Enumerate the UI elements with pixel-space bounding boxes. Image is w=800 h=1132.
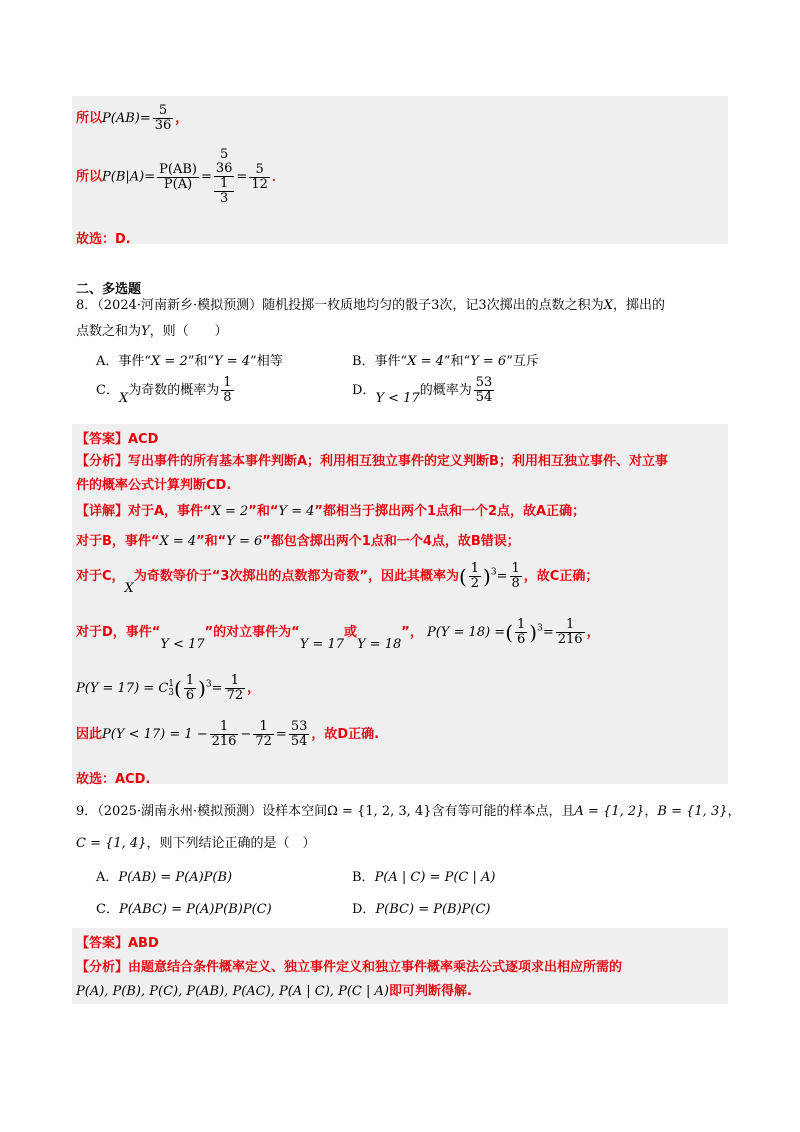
fraction: $\frac{53}{54}$ (475, 375, 493, 405)
q8-analysis-2: 件的概率公式计算判断CD. (76, 478, 232, 493)
fraction: $\frac{1}{8}$ (223, 375, 232, 405)
q8-stem-line-2: 点数之和为Y，则（ ） (76, 324, 228, 339)
q8-detail-6: 因此P(Y < 17) = 1 − $\frac{1}{216}$ − $\frac{1}{72}$ = $\frac{53}{54}$ ，故D正确. (76, 719, 380, 749)
q8-detail-4: 对于D，事件“Y < 17”的对立事件为“Y = 17或Y = 18”， P(Y = 18) =( $\frac{1}{6}$ )$^3$= $\frac{1}{216}$ ， (76, 617, 600, 652)
q9-option-a: A．P(AB) = P(A)P(B) (96, 870, 233, 885)
q9-option-b: B．P(A | C) = P(C | A) (352, 870, 496, 885)
q9-answer: 【答案】ABD (76, 936, 159, 951)
fraction: $\frac{53}{54}$ (290, 719, 308, 749)
q9-option-c: C．P(ABC) = P(A)P(B)P(C) (96, 902, 272, 917)
prev-choice: 故选：D. (76, 232, 131, 247)
q8-option-c: C．X为奇数的概率为 $\frac{1}{8}$ (96, 375, 232, 406)
q8-detail-1: 【详解】对于A，事件“X = 2”和“Y = 4”都相当于掷出两个1点和一个2点，故A正确； (76, 504, 586, 519)
fraction: $\frac{1}{216}$ (557, 617, 583, 647)
q8-option-a: A．事件“X = 2”和“Y = 4”相等 (96, 354, 283, 369)
q8-option-d: D．Y < 17的概率为 $\frac{53}{54}$ (352, 375, 493, 406)
prev-line-1: 所以P(AB)= $\frac{5}{36}$ ， (76, 103, 189, 133)
fraction: $\frac{1}{8}$ (511, 561, 520, 591)
q8-detail-5: P(Y = 17) = C 1 3 ( $\frac{1}{6}$ )$^3$= $\frac{1}{72}$ ， (76, 673, 261, 703)
fraction: $\frac{1}{72}$ (255, 719, 272, 749)
prev-line-2: 所以P(B|A)= $\frac{P(AB)}{P(A)}$ = 5 36 1 3 = $\frac{5}{12}$ ． (76, 147, 285, 206)
q8-answer: 【答案】ACD (76, 432, 159, 447)
fraction: $\frac{1}{2}$ (470, 561, 480, 591)
q8-analysis-1: 【分析】写出事件的所有基本事件判断A；利用相互独立事件的定义判断B；利用相互独立事件、对立事 (76, 454, 668, 469)
q8-detail-3: 对于C，X为奇数等价于“3次掷出的点数都为奇数”，因此其概率为( $\frac{1}{2}$ )$^3$= $\frac{1}{8}$ ，故C正确； (76, 561, 599, 596)
q9-analysis-1: 【分析】由题意结合条件概率定义、独立事件定义和独立事件概率乘法公式逐项求出相应所需的 (76, 960, 623, 975)
fraction: $\frac{5}{12}$ (251, 161, 268, 192)
fraction: $\frac{1}{216}$ (211, 719, 237, 749)
fraction: $\frac{P(AB)}{P(A)}$ (159, 161, 197, 192)
section-title: 二、多选题 (76, 282, 142, 297)
q9-stem-line-1: 9．（2025·湖南永州·模拟预测）设样本空间Ω = {1, 2, 3, 4}含有等可能的样本点，且A = {1, 2}，B = {1, 3}， (76, 804, 741, 819)
q8-option-b: B．事件“X = 4”和“Y = 6”互斥 (352, 354, 539, 369)
q9-analysis-2: P(A), P(B), P(C), P(AB), P(AC), P(A | C), P(C | A)即可判断得解. (76, 984, 472, 999)
q8-stem-line-1: 8．（2024·河南新乡·模拟预测）随机投掷一枚质地均匀的骰子3次，记3次掷出的点数之积为X，掷出的 (76, 298, 665, 313)
q8-detail-2: 对于B，事件“X = 4”和“Y = 6”都包含掷出两个1点和一个4点，故B错误； (76, 534, 520, 549)
fraction: $\frac{1}{6}$ (185, 673, 195, 703)
fraction: $\frac{1}{6}$ (517, 617, 526, 647)
fraction: $\frac{1}{72}$ (226, 673, 244, 703)
compound-fraction: 5 36 1 3 (215, 147, 233, 206)
fraction: $\frac{5}{36}$ (154, 103, 172, 133)
q8-choice: 故选：ACD. (76, 772, 151, 787)
q9-option-d: D．P(BC) = P(B)P(C) (352, 902, 491, 917)
q9-stem-line-2: C = {1, 4}，则下列结论正确的是（ ） (76, 836, 316, 851)
